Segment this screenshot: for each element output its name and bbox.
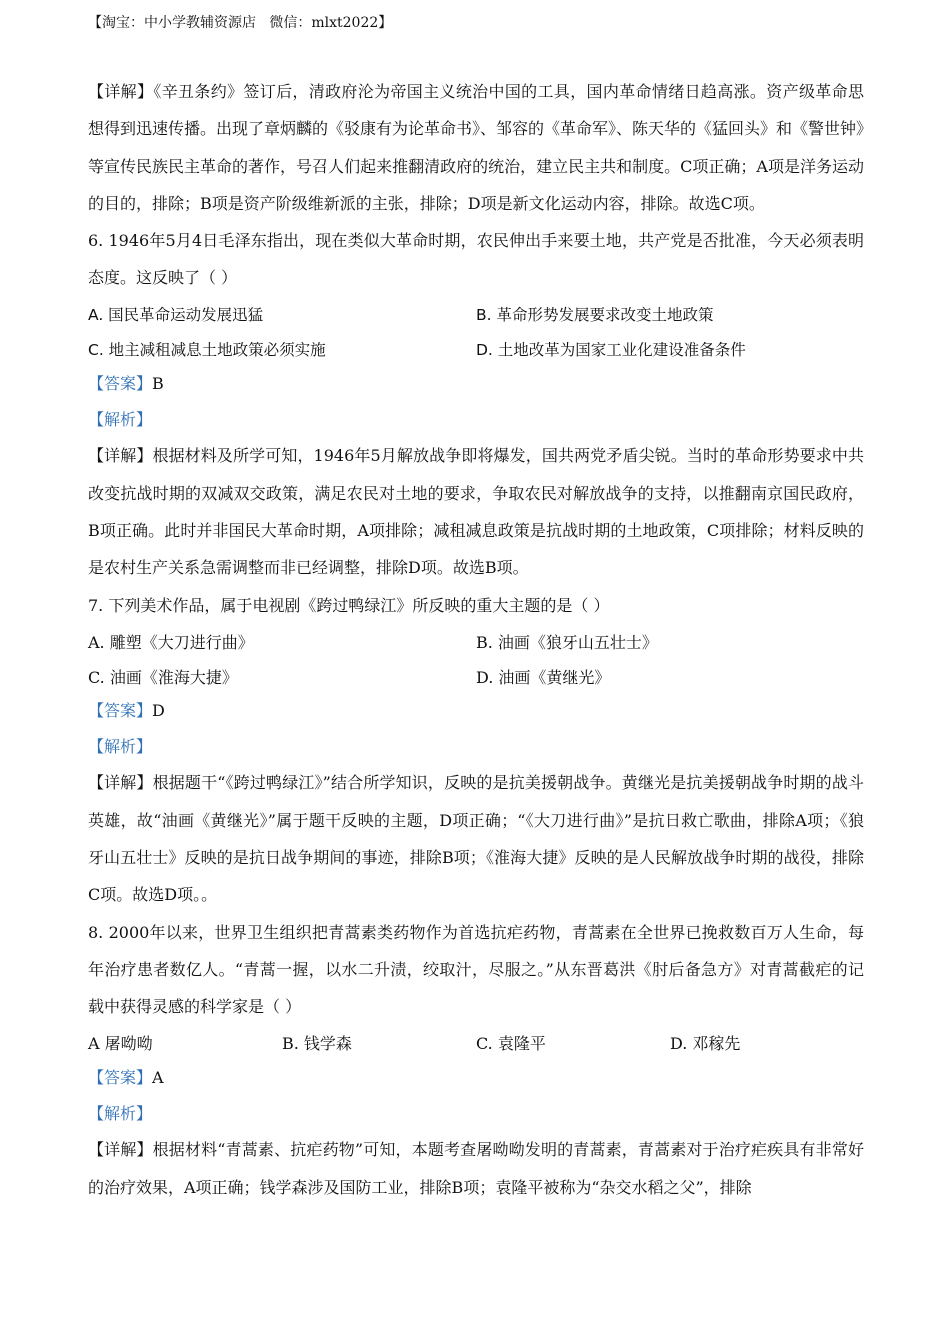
detail-label: 【详解】 bbox=[88, 773, 153, 793]
q8-option-c: C. 袁隆平 bbox=[476, 1034, 546, 1054]
q8-option-b: B. 钱学森 bbox=[282, 1034, 352, 1054]
q6-answer bbox=[88, 366, 864, 402]
q7-option-a: A. 雕塑《大刀进行曲》 bbox=[88, 632, 254, 652]
q6-options-row-2 bbox=[88, 332, 864, 367]
q8-stem: 8. 2000年以来，世界卫生组织把青蒿素类药物作为首选抗疟药物，青蒿素在全世界已挽救数百万人生命，每年治疗患者数亿人。“青蒿一握，以水二升渍，绞取汁，尽服之。”从东晋葛洪《肘后备急方》对青蒿截疟的记载中获得灵感的科学家是（ ） bbox=[88, 922, 864, 1017]
q6-options-row-1 bbox=[88, 297, 864, 332]
detail-text: 《辛丑条约》签订后，清政府沦为帝国主义统治中国的工具，国内革命情绪日趋高涨。资产级革命思想得到迅速传播。出现了章炳麟的《驳康有为论革命书》、邹容的《革命军》、陈天华的《猛回头》和《警世钟》等宣传民族民主革命的著作，号召人们起来推翻清政府的统治，建立民主共和制度。C项正确；A项是洋务运动的目的，排除；B项是资产阶级维新派的主张，排除；D项是新文化运动内容，排除。故选C项。 bbox=[88, 82, 865, 213]
detail-text: 根据题干“《跨过鸭绿江》”结合所学知识，反映的是抗美援朝战争。黄继光是抗美援朝战争时期的战斗英雄，故“油画《黄继光》”属于题干反映的主题，D项正确；“《大刀进行曲》”是抗日救亡歌曲，排除A项；《狼牙山五壮士》反映的是抗日战争期间的事迹，排除B项；《淮海大捷》反映的是人民解放战争时期的战役，排除C项。故选D项。。 bbox=[88, 773, 864, 905]
q8-options-row bbox=[88, 1026, 864, 1061]
q6-option-a: A. 国民革命运动发展迅猛 bbox=[88, 306, 264, 325]
q8-analysis-label: 【解析】 bbox=[88, 1103, 153, 1123]
q7-stem: 7. 下列美术作品，属于电视剧《跨过鸭绿江》所反映的重大主题的是（ ） bbox=[88, 595, 610, 615]
answer-value: A bbox=[152, 1068, 164, 1088]
q5-detail bbox=[88, 73, 864, 222]
q7-options-row-2 bbox=[88, 659, 864, 694]
q6-option-c: C. 地主减租减息土地政策必须实施 bbox=[88, 340, 326, 359]
q6-detail bbox=[88, 437, 864, 586]
q6-option-b: B. 革命形势发展要求改变土地政策 bbox=[476, 306, 714, 325]
detail-text: 根据材料及所学可知，1946年5月解放战争即将爆发，国共两党矛盾尖锐。当时的革命形势要求中共改变抗战时期的双减双交政策，满足农民对土地的要求，争取农民对解放战争的支持，以推翻南京国民政府，B项正确。此时并非国民大革命时期，A项排除；减租减息政策是抗战时期的土地政策，C项排除；材料反映的是农村生产关系急需调整而非已经调整，排除D项。故选B项。 bbox=[88, 446, 864, 578]
detail-label: 【详解】 bbox=[88, 82, 154, 101]
detail-label: 【详解】 bbox=[88, 1140, 153, 1160]
q7-detail bbox=[88, 764, 864, 913]
q7-option-d: D. 油画《黄继光》 bbox=[476, 667, 611, 687]
q8-option-a: A 屠呦呦 bbox=[88, 1034, 153, 1054]
q7-option-c: C. 油画《淮海大捷》 bbox=[88, 667, 238, 687]
document-body bbox=[88, 73, 864, 1206]
answer-value: D bbox=[152, 701, 165, 721]
q8-answer bbox=[88, 1060, 864, 1096]
q7-option-b: B. 油画《狼牙山五壮士》 bbox=[476, 632, 658, 652]
q8-detail bbox=[88, 1131, 864, 1206]
answer-value: B bbox=[152, 374, 164, 394]
q8-option-d: D. 邓稼先 bbox=[670, 1034, 741, 1054]
page-header: 【淘宝：中小学教辅资源店 微信：mlxt2022】 bbox=[88, 15, 393, 31]
answer-label: 【答案】 bbox=[88, 701, 153, 721]
q7-answer bbox=[88, 693, 864, 729]
q6-analysis-label: 【解析】 bbox=[88, 409, 153, 429]
detail-label: 【详解】 bbox=[88, 446, 153, 466]
answer-label: 【答案】 bbox=[88, 1068, 153, 1088]
q7-analysis-label: 【解析】 bbox=[88, 736, 153, 756]
answer-label: 【答案】 bbox=[88, 374, 153, 394]
q7-options-row-1 bbox=[88, 624, 864, 659]
detail-text: 根据材料“青蒿素、抗疟药物”可知，本题考查屠呦呦发明的青蒿素，青蒿素对于治疗疟疾具有非常好的治疗效果，A项正确；钱学森涉及国防工业，排除B项；袁隆平被称为“杂交水稻之父”，排除 bbox=[88, 1140, 864, 1197]
q6-option-d: D. 土地改革为国家工业化建设准备条件 bbox=[476, 340, 746, 359]
q6-stem: 6. 1946年5月4日毛泽东指出，现在类似大革命时期，农民伸出手来要土地，共产党是否批准，今天必须表明态度。这反映了（ ） bbox=[88, 231, 864, 288]
